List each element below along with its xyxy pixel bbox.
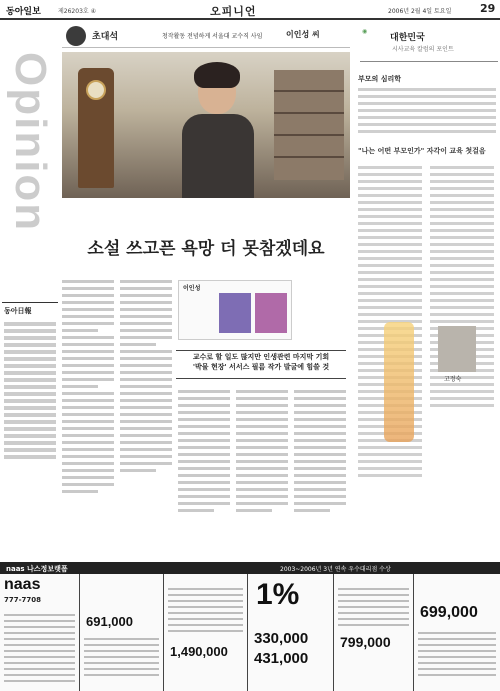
main-article bbox=[62, 22, 350, 562]
ad-brand: naas bbox=[4, 576, 41, 593]
masthead-box bbox=[2, 302, 58, 482]
ad-bar-right: 2003~2006년 3년 연속 우수대리점 수상 bbox=[280, 566, 391, 573]
article-headline: 소설 쓰고픈 욕망 더 못참겠데요 bbox=[87, 239, 325, 259]
byline-description: 청작활동 전념하게 서울대 교수직 사임 bbox=[162, 33, 263, 40]
author-figure bbox=[180, 62, 256, 198]
series-banner bbox=[360, 26, 498, 62]
advertisement-area bbox=[0, 574, 500, 691]
ad-price-f: 1,490,000 bbox=[170, 644, 228, 659]
ad-phone: 777-7708 bbox=[4, 596, 41, 604]
article-photo bbox=[62, 52, 350, 198]
subhead-line-2: '박물 현장' 서서스 필름 작가 발굴에 힘쓸 것 bbox=[192, 363, 330, 371]
column-headline: "나는 어떤 부모인가" 자각이 교육 첫걸음 bbox=[358, 147, 486, 155]
series-title: 대한민국 bbox=[390, 33, 425, 43]
ad-banner-bar bbox=[0, 562, 500, 574]
right-column bbox=[356, 22, 498, 570]
ad-price-a: 691,000 bbox=[86, 614, 133, 629]
illustration-figure bbox=[384, 322, 414, 442]
subhead-rule-bottom bbox=[176, 378, 346, 379]
series-logo-icon: ◉ bbox=[362, 28, 368, 35]
masthead-title: 동아日報 bbox=[4, 307, 32, 315]
ad-price-d: 799,000 bbox=[340, 634, 391, 650]
ad-block-2 bbox=[80, 574, 164, 691]
ad-block-5 bbox=[334, 574, 414, 691]
article-subhead bbox=[176, 352, 346, 372]
ad-block-4 bbox=[248, 574, 334, 691]
ad-bar-left: naas 나스정보랫폼 bbox=[6, 565, 68, 573]
subhead-line-1: 교수로 할 일도 많지만 인생관련 마지막 기회 bbox=[192, 353, 330, 361]
section-title: 오피니언 bbox=[210, 5, 257, 18]
series-subtitle: 시사교육 칼럼의 포인트 bbox=[392, 46, 454, 53]
ad-price-b: 330,000 bbox=[254, 630, 309, 647]
body-column-4 bbox=[236, 386, 288, 576]
book-cover-2 bbox=[255, 293, 287, 333]
issue-number: 제26203호 ④ bbox=[58, 8, 96, 15]
intro-text bbox=[358, 84, 496, 137]
subhead-rule-top bbox=[176, 350, 346, 351]
byline-author: 이인성 씨 bbox=[286, 30, 320, 39]
body-column-3 bbox=[178, 386, 230, 576]
vertical-word: Opinion bbox=[6, 52, 55, 233]
page-number: 29 bbox=[480, 2, 496, 15]
ad-block-6 bbox=[414, 574, 500, 691]
body-column-5 bbox=[294, 386, 346, 576]
columnist-name: 고정숙 bbox=[444, 376, 462, 383]
page-header bbox=[0, 0, 500, 20]
body-column-1 bbox=[62, 276, 114, 576]
columnist-portrait bbox=[438, 326, 476, 372]
masthead-lines bbox=[2, 322, 58, 459]
newspaper-name: 동아일보 bbox=[6, 7, 41, 17]
issue-date: 2006년 2월 4일 토요일 bbox=[388, 8, 452, 15]
column-label: 초대석 bbox=[92, 32, 119, 42]
inset-title: 이인성 bbox=[183, 285, 201, 292]
book-inset bbox=[178, 280, 292, 340]
shelf bbox=[274, 70, 344, 180]
byline bbox=[62, 24, 350, 48]
grandfather-clock bbox=[78, 68, 114, 188]
column-tag-title: 부모의 심리학 bbox=[358, 75, 402, 83]
body-column-2 bbox=[120, 276, 172, 576]
ad-price-e: 699,000 bbox=[420, 604, 478, 621]
ad-price-c: 431,000 bbox=[254, 650, 309, 667]
author-thumbnail-icon bbox=[66, 26, 86, 46]
ad-block-brand bbox=[0, 574, 80, 691]
ad-percent: 1% bbox=[256, 578, 300, 611]
column-tag bbox=[358, 66, 496, 82]
book-cover-1 bbox=[219, 293, 251, 333]
photo-caption bbox=[62, 200, 350, 222]
ad-block-3 bbox=[164, 574, 248, 691]
left-sidebar bbox=[0, 22, 60, 570]
